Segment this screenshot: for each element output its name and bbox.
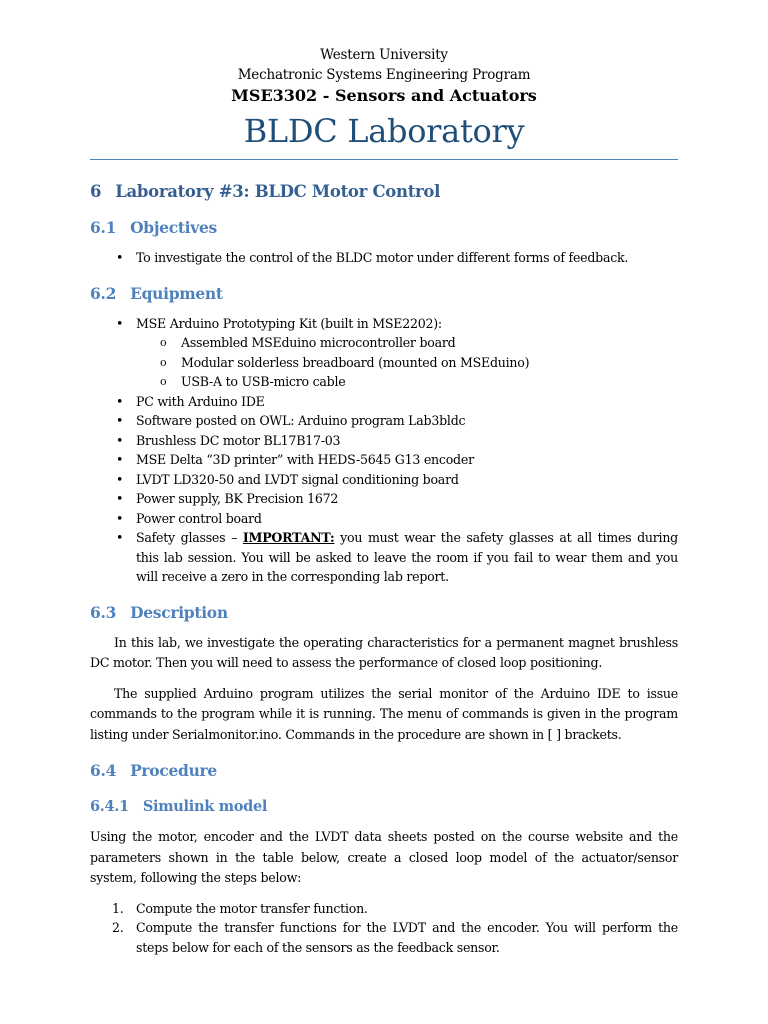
step-text: Compute the motor transfer function. — [136, 900, 368, 916]
course-title: MSE3302 - Sensors and Actuators — [231, 86, 537, 105]
section-number: 6.4 — [90, 761, 117, 780]
simulink-steps — [90, 899, 678, 958]
step-number: 2. — [112, 920, 124, 935]
section-number: 6.1 — [90, 218, 117, 237]
section-title: Objectives — [130, 218, 217, 237]
step-number: 1. — [112, 900, 124, 916]
objectives-list — [90, 248, 678, 268]
list-item: • Software posted on OWL: Arduino program Lab3bldc — [90, 411, 678, 431]
section-title: Simulink model — [142, 798, 268, 815]
safety-item — [90, 528, 678, 587]
list-item: • MSE Delta “3D printer” with HEDS-5645 G13 encoder — [90, 450, 678, 470]
equipment-heading — [90, 284, 678, 304]
section-title: Procedure — [130, 761, 217, 780]
title-divider — [90, 159, 678, 160]
kit-label: MSE Arduino Prototyping Kit (built in MSE2202): — [136, 315, 442, 331]
list-item: • LVDT LD320-50 and LVDT signal conditioning board — [90, 470, 678, 490]
sublist-item: o USB-A to USB-micro cable — [90, 372, 678, 392]
description-heading — [90, 603, 678, 623]
section-number: 6.2 — [90, 283, 117, 303]
description-paragraph-1: In this lab, we investigate the operating characteristics for a permanent magnet brushless DC motor. Then you will need to assess the performance of closed loop positioning. — [90, 634, 678, 670]
sublist-item: o Modular solderless breadboard (mounted on MSEduino) — [90, 353, 678, 373]
section-title: Description — [130, 602, 228, 622]
safety-prefix: Safety glasses – — [136, 530, 243, 545]
section-number: 6.3 — [90, 602, 117, 622]
program-name: Mechatronic Systems Engineering Program — [237, 67, 531, 83]
section-title: Equipment — [130, 283, 223, 303]
list-item: • To investigate the control of the BLDC motor under different forms of feedback. — [90, 248, 678, 268]
step-item — [90, 918, 678, 957]
list-item: • Brushless DC motor BL17B17-03 — [90, 431, 678, 451]
equipment-list — [90, 314, 678, 587]
section-6-heading — [90, 182, 678, 202]
safety-text: you must wear the safety glasses at all times during this lab session. You will be asked to leave the room if you fail to wear them and you will receive a zero in the corresponding lab report. — [136, 530, 678, 584]
list-item: • Power control board — [90, 509, 678, 529]
document-header — [90, 0, 678, 151]
section-number: 6 — [90, 182, 102, 201]
sublist-item: o Assembled MSEduino microcontroller board — [90, 333, 678, 353]
section-title: Laboratory #3: BLDC Motor Control — [115, 182, 441, 201]
simulink-intro: Using the motor, encoder and the LVDT data sheets posted on the course website and the parameters shown in the table below, create a closed loop model of the actuator/sensor system, following the steps below: — [90, 829, 678, 885]
important-label: IMPORTANT: — [242, 530, 335, 545]
list-item: • PC with Arduino IDE — [90, 392, 678, 412]
simulink-heading — [90, 797, 678, 817]
university-name: Western University — [320, 47, 448, 63]
list-item: • Power supply, BK Precision 1672 — [90, 489, 678, 509]
kit-sublist — [136, 333, 678, 392]
procedure-heading — [90, 761, 678, 781]
list-item — [90, 314, 678, 392]
description-paragraph-2: The supplied Arduino program utilizes the serial monitor of the Arduino IDE to issue commands to the program while it is running. The menu of commands is given in the program listing under Serialmonitor.ino. Commands in the procedure are shown in [ ] brackets. — [90, 685, 678, 742]
step-text: Compute the transfer functions for the LVDT and the encoder. You will perform the steps below for each of the sensors as the feedback sensor. — [136, 920, 678, 955]
objectives-heading — [90, 218, 678, 238]
lab-title: BLDC Laboratory — [243, 112, 525, 150]
section-number: 6.4.1 — [90, 798, 129, 815]
step-item — [90, 899, 678, 919]
